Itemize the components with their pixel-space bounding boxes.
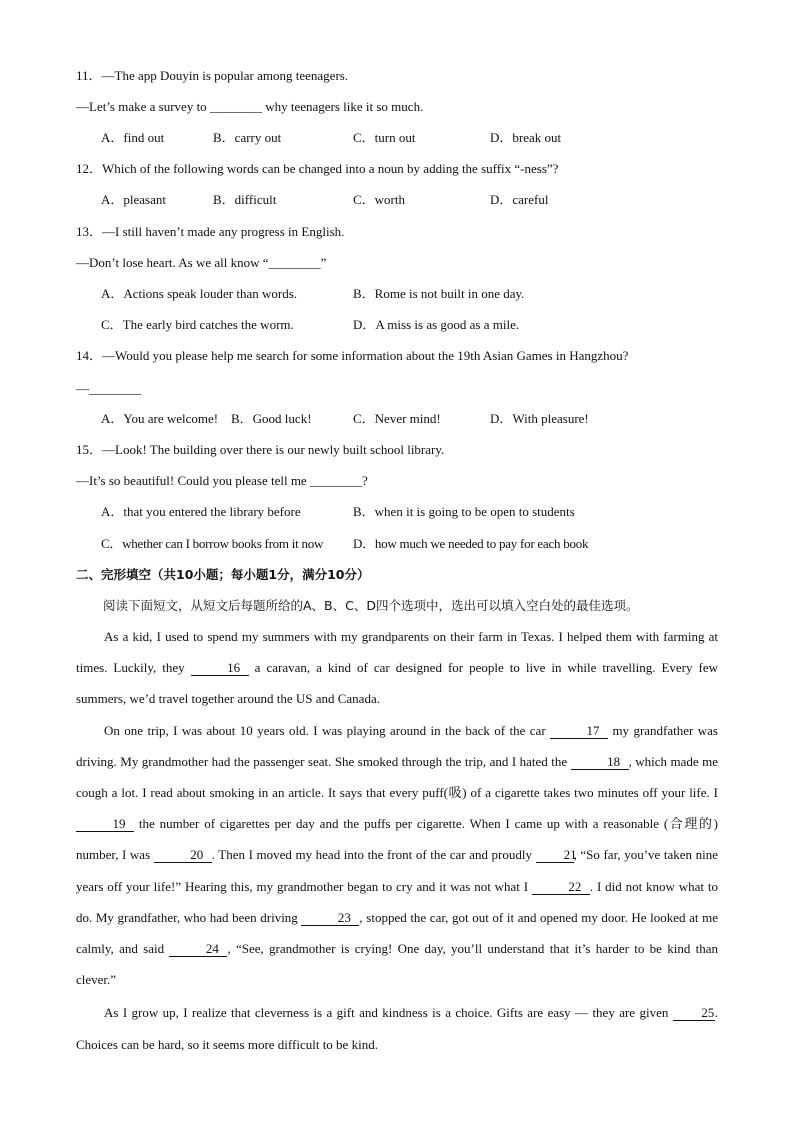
blank-21: 21 bbox=[536, 848, 574, 863]
q14-line2 bbox=[76, 380, 141, 398]
q15-option-d: D．how much we needed to pay for each book bbox=[353, 536, 589, 551]
q15-line2-post: ? bbox=[361, 473, 368, 488]
passage-paragraph-1 bbox=[76, 621, 718, 715]
q13-line2 bbox=[76, 254, 326, 272]
q13-option-a: A．Actions speak louder than words. bbox=[101, 286, 298, 301]
blank-22: 22 bbox=[532, 880, 590, 895]
q12-option-b: B．difficult bbox=[213, 192, 277, 207]
q11-stem: 11．—The app Douyin is popular among teenagers. bbox=[76, 68, 349, 83]
q14-stem: 14．—Would you please help me search for some information about the 19th Asian Games in Hangzhou? bbox=[76, 348, 629, 363]
q14-line2-pre: — bbox=[76, 381, 89, 396]
blank-19: 19 bbox=[76, 817, 134, 832]
q15-option-c: C．whether can I borrow books from it now bbox=[101, 536, 324, 551]
q14-option-d: D．With pleasure! bbox=[490, 411, 589, 426]
q12-stem: 12．Which of the following words can be changed into a noun by adding the suffix “-ness”? bbox=[76, 161, 559, 176]
blank-17: 17 bbox=[550, 724, 608, 739]
q13-line2-pre: —Don’t lose heart. As we all know “ bbox=[76, 255, 269, 270]
passage-text: my grandfather was driving. My grandmother had the passenger seat. She smoked through the trip, and I hated the bbox=[76, 722, 718, 769]
q14-option-b: B．Good luck! bbox=[231, 411, 312, 426]
blank-18: 18 bbox=[571, 755, 629, 770]
passage-text: On one trip, I was about 10 years old. I was playing around in the back of the car bbox=[104, 722, 551, 738]
q13-stem: 13．—I still haven’t made any progress in English. bbox=[76, 224, 345, 239]
q13-option-d: D．A miss is as good as a mile. bbox=[353, 317, 520, 332]
passage-paragraph-3 bbox=[76, 997, 718, 1059]
q15-blank: ________ bbox=[309, 473, 362, 488]
passage-text: , “See, grandmother is crying! One day, you’ll understand that it’s harder to be kind than clever.” bbox=[76, 941, 718, 988]
q11-line2-pre: —Let’s make a survey to bbox=[76, 99, 210, 114]
q11-line2-post: why teenagers like it so much. bbox=[261, 99, 424, 114]
q15-option-a: A．that you entered the library before bbox=[101, 504, 301, 519]
q11-option-d: D．break out bbox=[490, 130, 562, 145]
section-title: 二、完形填空（共10小题；每小题1分，满分10分） bbox=[76, 567, 370, 582]
q13-option-c: C．The early bird catches the worm. bbox=[101, 317, 294, 332]
blank-16: 16 bbox=[191, 661, 249, 676]
q12-option-c: C．worth bbox=[353, 192, 406, 207]
blank-25: 25 bbox=[673, 1006, 715, 1021]
passage-text: , “So far, you’ve taken nine years off your life!” Hearing this, my grandmother began to cry and it was not what I bbox=[76, 847, 718, 894]
q12-option-d: D．careful bbox=[490, 192, 549, 207]
passage-paragraph-2 bbox=[76, 715, 718, 996]
section-instructions: 阅读下面短文，从短文后每题所给的A、B、C、D四个选项中，选出可以填入空白处的最佳选项。 bbox=[103, 598, 639, 613]
q14-option-c: C．Never mind! bbox=[353, 411, 441, 426]
q11-option-c: C．turn out bbox=[353, 130, 416, 145]
passage-text: As I grow up, I realize that cleverness is a gift and kindness is a choice. Gifts are easy — they are given bbox=[104, 1005, 673, 1021]
passage-text: a caravan, a kind of car designed for people to live in while travelling. Every few summers, we’d travel together around the US and Canada. bbox=[76, 660, 719, 707]
passage-text: the number of cigarettes per day and the puffs per cigarette. When I came up with a reasonable (合理的) number, I was bbox=[76, 816, 718, 863]
blank-23: 23 bbox=[301, 911, 359, 926]
passage-text: As a kid, I used to spend my summers with my grandparents on their farm in Texas. I helped them with farming at times. Luckily, they bbox=[76, 629, 718, 676]
q15-line2 bbox=[76, 472, 368, 490]
passage-text: . Then I moved my head into the front of the car and proudly bbox=[211, 847, 536, 863]
q15-line2-pre: —It’s so beautiful! Could you please tell me bbox=[76, 473, 310, 488]
q15-stem: 15．—Look! The building over there is our newly built school library. bbox=[76, 442, 445, 457]
q11-blank: ________ bbox=[209, 99, 262, 114]
q13-option-b: B．Rome is not built in one day. bbox=[353, 286, 525, 301]
passage-text: , which made me cough a lot. I read about smoking in an article. It says that every puff(吸) of a cigarette takes two minutes off your life. I bbox=[76, 753, 718, 801]
q13-blank: ________ bbox=[268, 255, 321, 270]
q12-option-a: A．pleasant bbox=[101, 192, 166, 207]
passage-text: . Choices can be hard, so it seems more difficult to be kind. bbox=[76, 1005, 718, 1052]
q11-option-a: A．find out bbox=[101, 130, 165, 145]
cloze-passage bbox=[76, 621, 718, 1060]
q15-option-b: B．when it is going to be open to students bbox=[353, 504, 575, 519]
q11-option-b: B．carry out bbox=[213, 130, 282, 145]
q14-option-a: A．You are welcome! bbox=[101, 411, 219, 426]
passage-text: , stopped the car, got out of it and opened my door. He looked at me calmly, and said bbox=[76, 909, 718, 957]
blank-24: 24 bbox=[169, 942, 227, 957]
passage-text: . I did not know what to do. My grandfather, who had been driving bbox=[76, 878, 718, 925]
q14-blank: ________ bbox=[89, 381, 141, 396]
blank-20: 20 bbox=[154, 848, 212, 863]
q13-line2-post: ” bbox=[320, 255, 327, 270]
q11-line2 bbox=[76, 98, 423, 116]
